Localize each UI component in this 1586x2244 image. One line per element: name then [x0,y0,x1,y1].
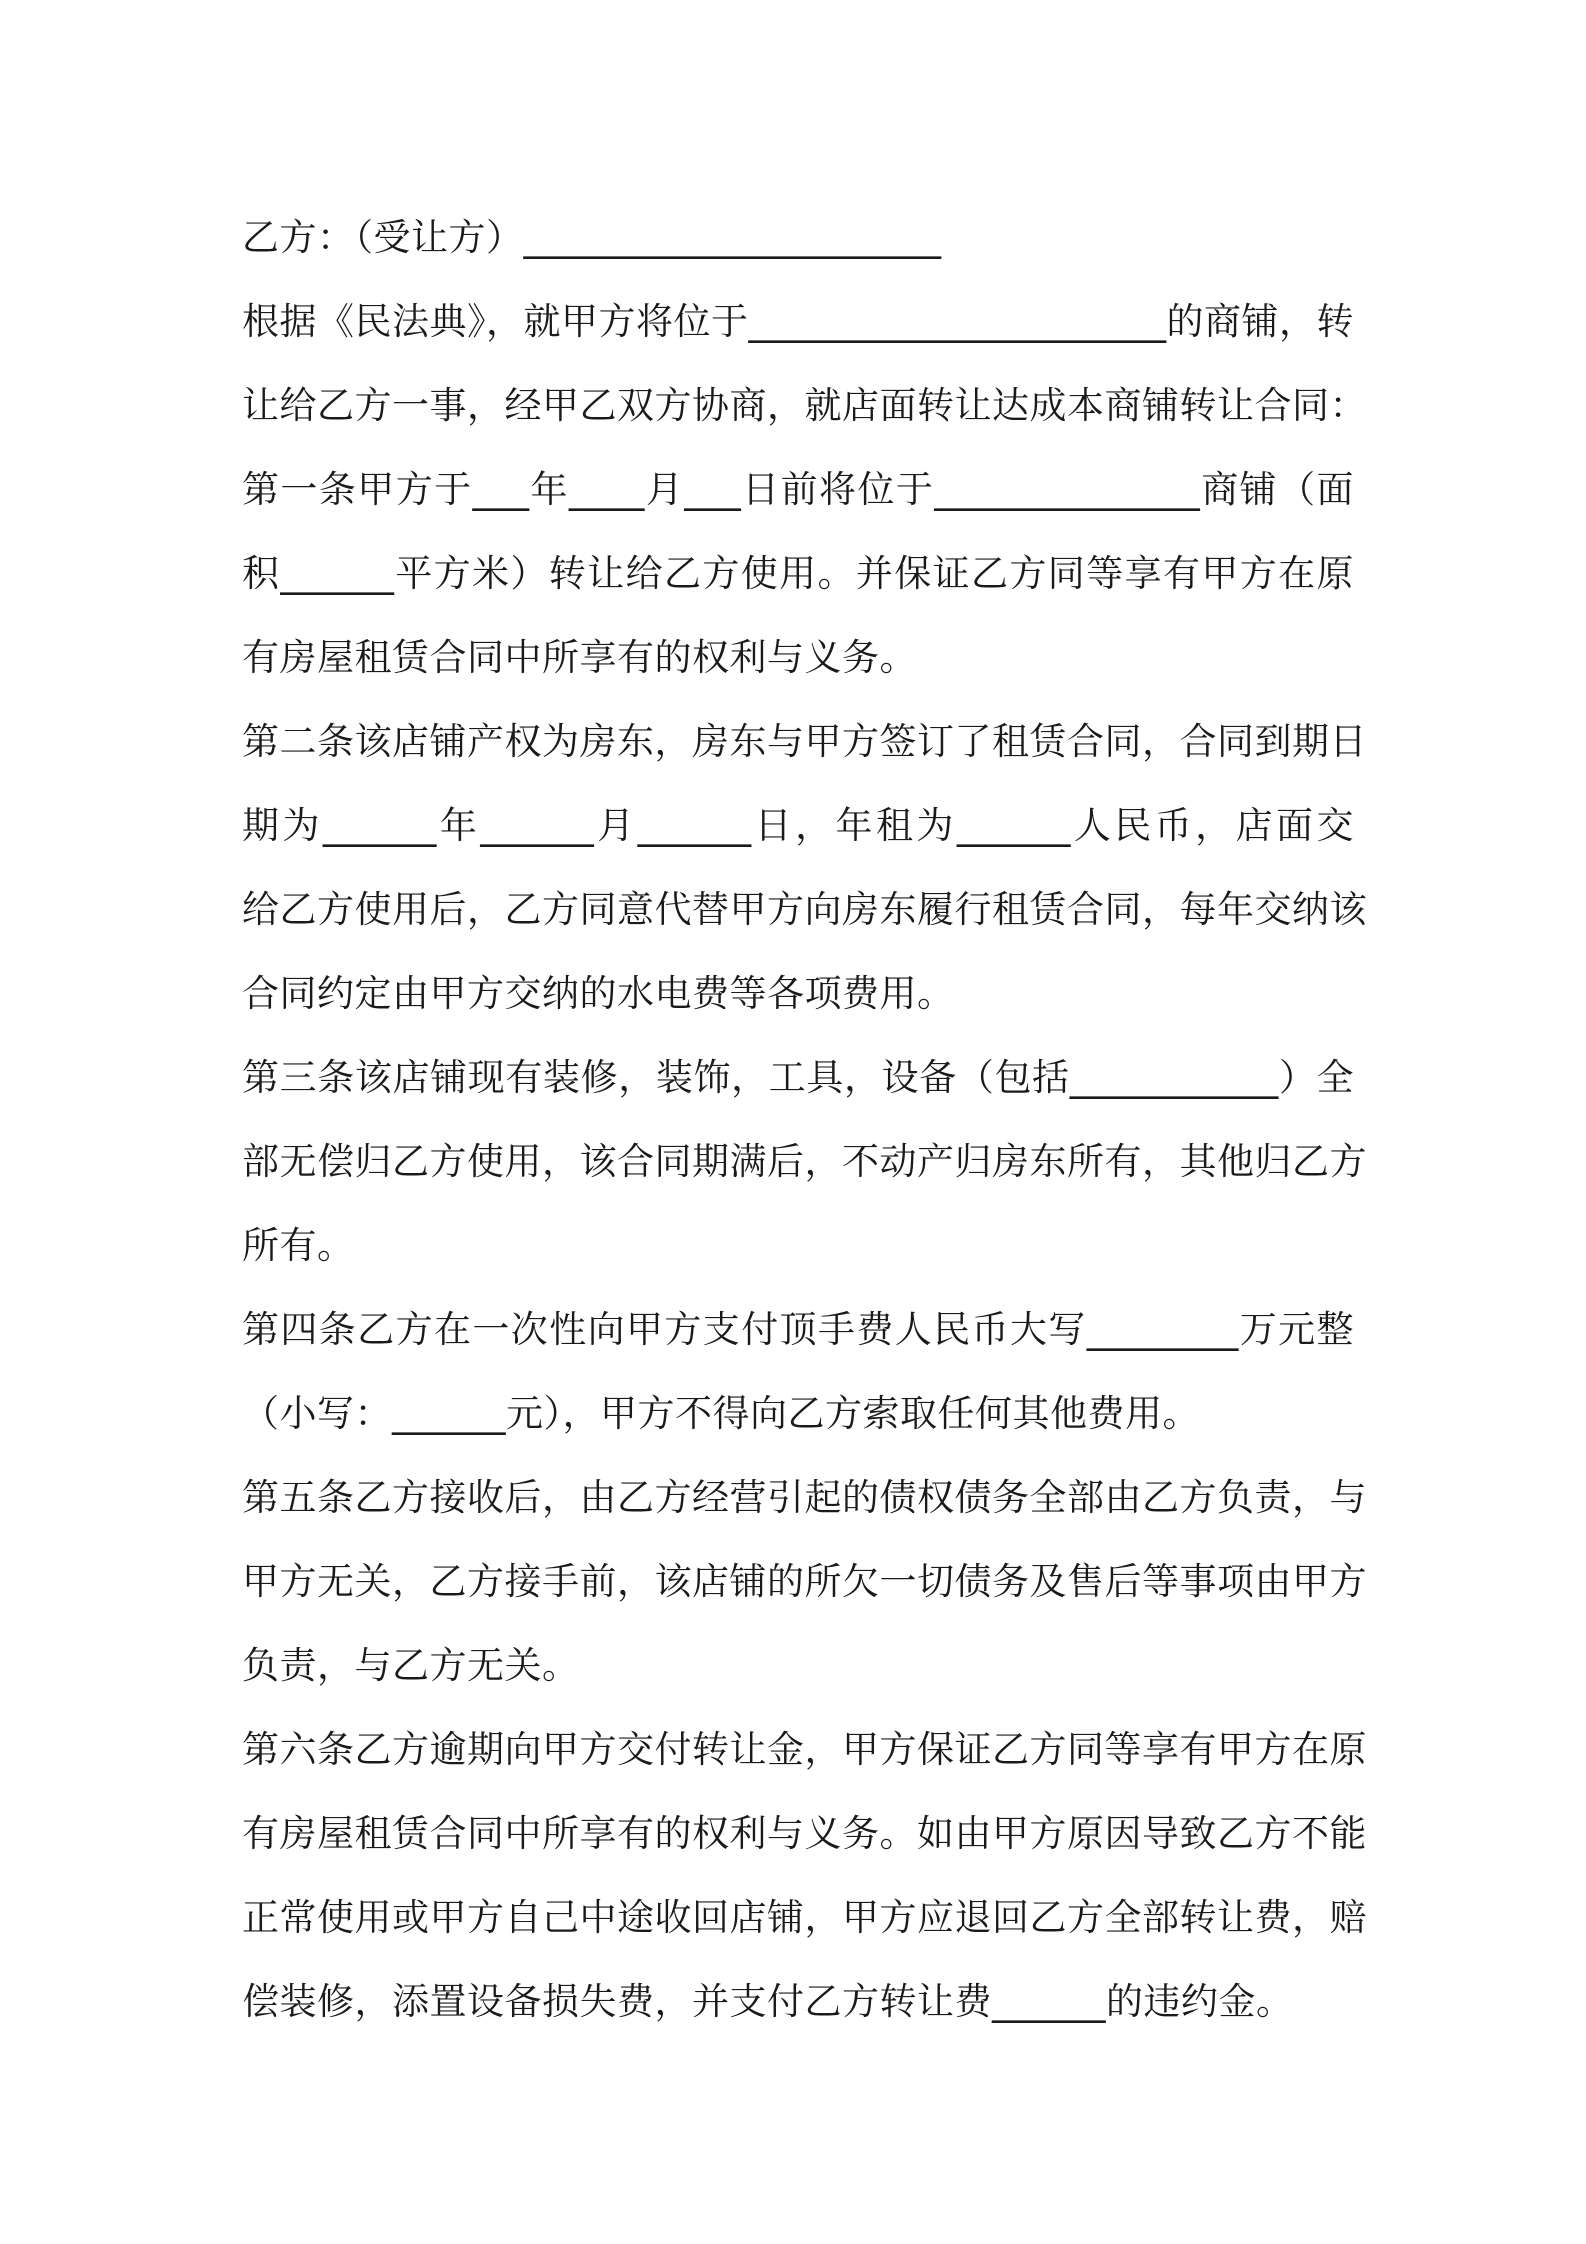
preamble-line-2: 让给乙方一事，经甲乙双方协商，就店面转让达成本商铺转让合同： [242,384,1367,427]
preamble-line-1: 根据《民法典》，就甲方将位于______________________的商铺，转 [242,300,1354,343]
article-5-line-3: 负责，与乙方无关。 [242,1644,580,1687]
article-1-line-2: 积______平方米）转让给乙方使用。并保证乙方同等享有甲方在原 [242,552,1354,595]
article-5-line-2: 甲方无关，乙方接手前，该店铺的所欠一切债务及售后等事项由甲方 [242,1560,1367,1603]
article-2-line-3: 给乙方使用后，乙方同意代替甲方向房东履行租赁合同，每年交纳该 [242,888,1367,931]
contract-body [242,196,1367,2044]
article-5-line-1: 第五条乙方接收后，由乙方经营引起的债权债务全部由乙方负责，与 [242,1476,1367,1519]
article-1-line-1: 第一条甲方于___年____月___日前将位于______________商铺（面 [242,468,1354,511]
article-4-line-2: （小写：______元），甲方不得向乙方索取任何其他费用。 [242,1392,1200,1435]
party-b-line: 乙方：（受让方）______________________ [242,216,942,259]
article-4-line-1: 第四条乙方在一次性向甲方支付顶手费人民币大写________万元整 [242,1308,1354,1351]
article-3-line-3: 所有。 [242,1224,355,1267]
article-3-line-2: 部无偿归乙方使用，该合同期满后，不动产归房东所有，其他归乙方 [242,1140,1367,1183]
article-6-line-4: 偿装修，添置设备损失费，并支付乙方转让费______的违约金。 [242,1980,1294,2023]
article-6-line-2: 有房屋租赁合同中所享有的权利与义务。如由甲方原因导致乙方不能 [242,1812,1367,1855]
article-2-line-4: 合同约定由甲方交纳的水电费等各项费用。 [242,972,955,1015]
article-2-line-2: 期为______年______月______日，年租为______人民币，店面交 [242,804,1354,847]
article-1-line-3: 有房屋租赁合同中所享有的权利与义务。 [242,636,917,679]
article-2-line-1: 第二条该店铺产权为房东，房东与甲方签订了租赁合同，合同到期日 [242,720,1367,763]
article-6-line-1: 第六条乙方逾期向甲方交付转让金，甲方保证乙方同等享有甲方在原 [242,1728,1367,1771]
article-3-line-1: 第三条该店铺现有装修，装饰，工具，设备（包括___________）全 [242,1056,1354,1099]
article-6-line-3: 正常使用或甲方自己中途收回店铺，甲方应退回乙方全部转让费，赔 [242,1896,1367,1939]
